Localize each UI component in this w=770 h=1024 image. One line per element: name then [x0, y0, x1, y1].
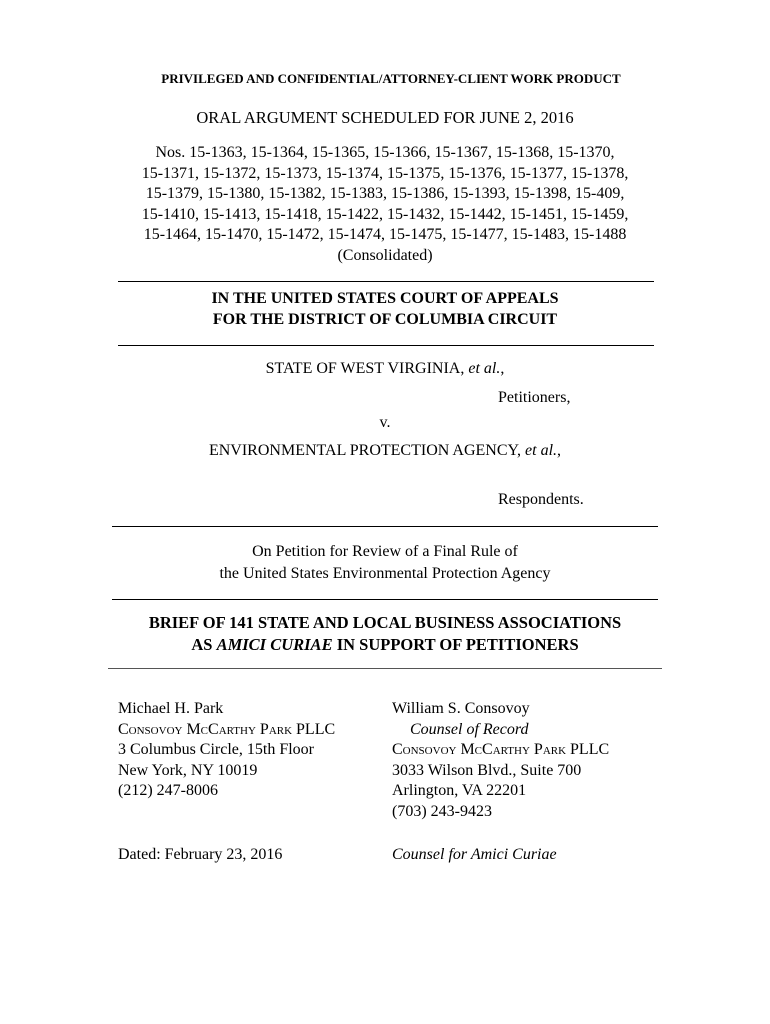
petitioners-role: Petitioners, [498, 389, 571, 406]
petitioner-et-al: et al. [468, 360, 501, 377]
divider-rule [112, 526, 658, 527]
brief-title-amici: AMICI CURIAE [216, 635, 333, 654]
case-numbers-line: 15-1464, 15-1470, 15-1472, 15-1474, 15-1475, 15-1477, 15-1483, 15-1488 [143, 226, 627, 243]
counsel-left-address2: New York, NY 10019 [118, 761, 258, 779]
case-numbers [0, 143, 770, 266]
respondent-caption [0, 441, 770, 461]
case-numbers-line: 15-1410, 15-1413, 15-1418, 15-1422, 15-1432, 15-1442, 15-1451, 15-1459, [141, 205, 629, 223]
divider-rule [108, 668, 662, 669]
petition-line1: On Petition for Review of a Final Rule of [252, 543, 518, 560]
counsel-of-record: Counsel of Record [410, 720, 529, 738]
counsel-right-name: William S. Consovoy [392, 700, 530, 717]
petitioner-name: STATE OF WEST VIRGINIA, [265, 360, 469, 377]
divider-rule [118, 345, 654, 346]
counsel-left-phone: (212) 247-8006 [118, 782, 218, 799]
counsel-left-address1: 3 Columbus Circle, 15th Floor [118, 741, 314, 758]
date-line: Dated: February 23, 2016 [118, 846, 283, 863]
privileged-header: PRIVILEGED AND CONFIDENTIAL/ATTORNEY-CLIENT WORK PRODUCT [161, 71, 621, 86]
counsel-left-name: Michael H. Park [118, 700, 224, 717]
counsel-right-phone: (703) 243-9423 [392, 802, 492, 820]
counsel-for-amici: Counsel for Amici Curiae [392, 846, 557, 863]
petition-line2: the United States Environmental Protection Agency [219, 565, 551, 582]
brief-title-support: IN SUPPORT OF PETITIONERS [332, 635, 579, 654]
court-name-line1: IN THE UNITED STATES COURT OF APPEALS [211, 290, 559, 307]
oral-argument-notice: ORAL ARGUMENT SCHEDULED FOR JUNE 2, 2016 [196, 108, 574, 127]
case-numbers-line: Nos. 15-1363, 15-1364, 15-1365, 15-1366, 15-1367, 15-1368, 15-1370, [155, 144, 615, 161]
counsel-right-block [392, 699, 609, 822]
petitioner-comma: , [500, 360, 505, 377]
counsel-right-firm: Consovoy McCarthy Park PLLC [392, 741, 610, 758]
respondent-et-al: et al. [525, 442, 558, 459]
counsel-left-block [118, 699, 335, 802]
petitioner-caption [0, 359, 770, 379]
brief-title-line1: BRIEF OF 141 STATE AND LOCAL BUSINESS ASSOCIATIONS [148, 613, 622, 632]
counsel-right-address2: Arlington, VA 22201 [392, 782, 527, 799]
divider-rule [112, 599, 658, 600]
counsel-right-address1: 3033 Wilson Blvd., Suite 700 [392, 761, 582, 779]
consolidated-note: (Consolidated) [337, 246, 433, 264]
brief-title-as: AS [191, 635, 217, 654]
case-numbers-line: 15-1379, 15-1380, 15-1382, 15-1383, 15-1386, 15-1393, 15-1398, 15-409, [145, 185, 625, 202]
respondent-name: ENVIRONMENTAL PROTECTION AGENCY, [208, 442, 526, 459]
respondents-role: Respondents. [498, 491, 584, 508]
respondent-comma: , [557, 442, 562, 459]
counsel-left-firm: Consovoy McCarthy Park PLLC [118, 720, 336, 738]
divider-rule [118, 281, 654, 282]
versus-label: v. [379, 414, 391, 431]
case-numbers-line: 15-1371, 15-1372, 15-1373, 15-1374, 15-1375, 15-1376, 15-1377, 15-1378, [141, 164, 629, 182]
court-name-line2: FOR THE DISTRICT OF COLUMBIA CIRCUIT [212, 311, 558, 328]
brief-title-line2 [0, 635, 770, 655]
